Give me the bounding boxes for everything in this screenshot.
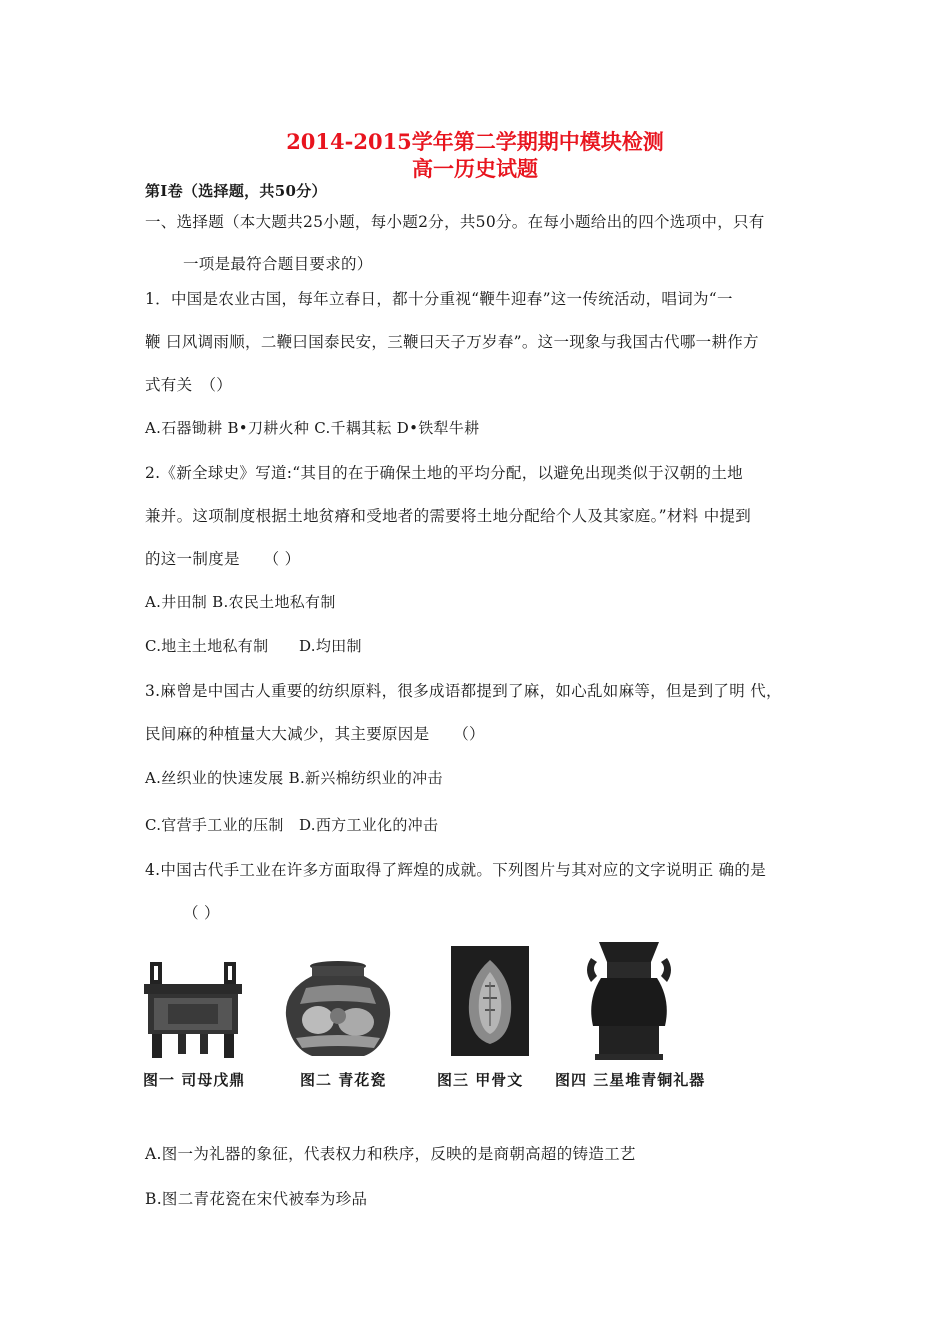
- figure-caption-4: 图四 三星堆青铜礼器: [555, 1071, 706, 1089]
- q1-line-1: 1．中国是农业古国，每年立春日，都十分重视“鞭牛迎春”这一传统活动，唱词为“一: [145, 290, 733, 308]
- q2-line-3: 的这一制度是 （ ）: [145, 550, 301, 568]
- q3-options-2: C.官营手工业的压制 D.西方工业化的冲击: [145, 816, 439, 834]
- q4-option-a: A.图一为礼器的象征，代表权力和秩序，反映的是商朝高超的铸造工艺: [145, 1145, 636, 1163]
- section-heading: 第Ⅰ卷（选择题，共50分）: [145, 182, 327, 200]
- q2-options-2: C.地主土地私有制 D.均田制: [145, 637, 362, 655]
- q4-option-b: B.图二青花瓷在宋代被奉为珍品: [145, 1190, 368, 1208]
- bronze-vessel-image: [581, 940, 677, 1062]
- q1-line-2: 鞭 曰风调雨顺，二鞭曰国泰民安，三鞭曰天子万岁春”。这一现象与我国古代哪一耕作方: [145, 333, 759, 351]
- q3-line-1: 3.麻曾是中国古人重要的纺织原料，很多成语都提到了麻，如心乱如麻等，但是到了明 代，: [145, 682, 782, 700]
- q1-options: A.石器锄耕 B•刀耕火种 C.千耦其耘 D•铁犁牛耕: [145, 419, 480, 437]
- oracle-bone-image: [451, 946, 529, 1056]
- q3-line-2: 民间麻的种植量大大减少，其主要原因是 （）: [145, 725, 485, 743]
- q1-line-3: 式有关 （）: [145, 376, 233, 394]
- q2-options-1: A.井田制 B.农民土地私有制: [145, 593, 336, 611]
- instruction-line-1: 一、选择题（本大题共25小题，每小题2分，共50分。在每小题给出的四个选项中，只有: [145, 213, 765, 231]
- exam-subtitle: 高一历史试题: [412, 156, 538, 181]
- instruction-line-2: 一项是最符合题目要求的）: [183, 255, 373, 273]
- porcelain-jar-image: [282, 960, 394, 1060]
- q2-line-2: 兼并。这项制度根据土地贫瘠和受地者的需要将土地分配给个人及其家庭。”材料 中提到: [145, 507, 752, 525]
- figure-caption-1: 图一 司母戊鼎: [143, 1071, 246, 1089]
- figure-caption-3: 图三 甲骨文: [437, 1071, 524, 1089]
- q4-line-2: （ ）: [183, 904, 220, 922]
- q3-options-1: A.丝织业的快速发展 B.新兴棉纺织业的冲击: [145, 769, 443, 787]
- q4-line-1: 4.中国古代手工业在许多方面取得了辉煌的成就。下列图片与其对应的文字说明正 确的是: [145, 861, 767, 879]
- figure-caption-2: 图二 青花瓷: [300, 1071, 387, 1089]
- exam-title: 2014-2015学年第二学期期中模块检测: [286, 129, 664, 154]
- q2-line-1: 2.《新全球史》写道:“其目的在于确保土地的平均分配，以避免出现类似于汉朝的土地: [145, 464, 743, 482]
- ding-cauldron-image: [138, 958, 248, 1060]
